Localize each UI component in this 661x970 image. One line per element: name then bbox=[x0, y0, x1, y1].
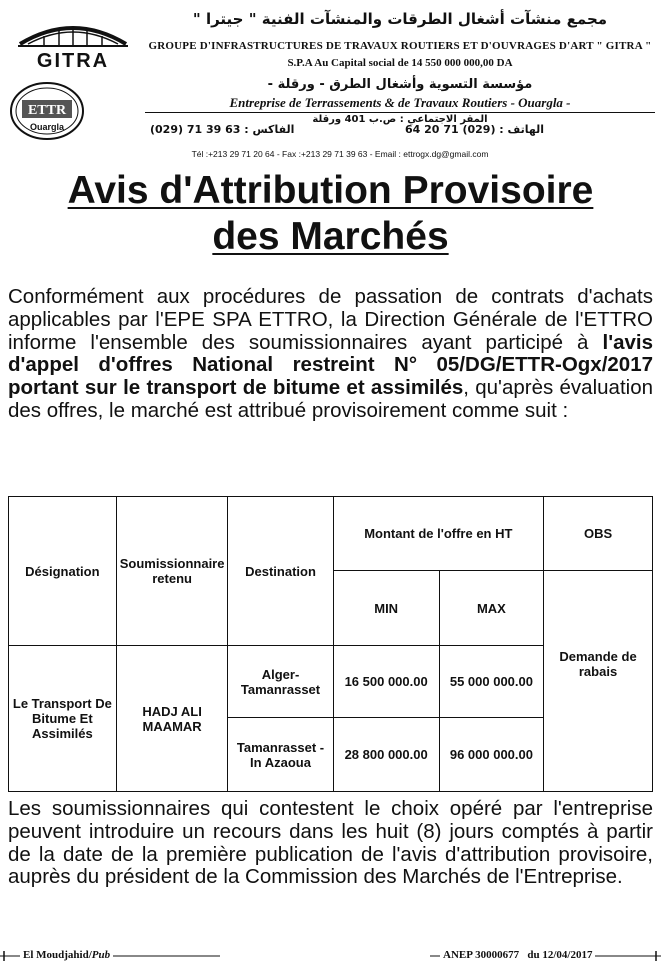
publication-date: du 12/04/2017 bbox=[527, 949, 593, 961]
company-name: Entreprise de Terrassements & de Travaux Routiers - Ouargla - bbox=[229, 95, 571, 110]
group-name-arabic: مجمع منشآت أشغال الطرقات والمنشآت الفنية " جيترا " bbox=[192, 10, 608, 28]
max-cell: 55 000 000.00 bbox=[439, 646, 543, 718]
ettr-logo-city: Ouargla bbox=[29, 122, 65, 132]
contact-line: Tél :+213 29 71 20 64 - Fax :+213 29 71 39 63 - Email : ettrogx.dg@gmail.com bbox=[191, 149, 489, 159]
obs-cell bbox=[544, 571, 653, 792]
closing-paragraph: Les soumissionnaires qui contestent le choix opéré par l'entreprise peuvent introduire un recours dans les huit (8) jours comptés à partir de la date de la première publication de l'avis d'attribution provisoire, auprès du président de la Commission des Marchés de l'Entreprise. bbox=[8, 797, 653, 889]
obs-text: Demande de rabais bbox=[559, 649, 637, 679]
header-montant: Montant de l'offre en HT bbox=[333, 497, 544, 571]
phone-number: الهاتف : (029) 71 20 64 bbox=[405, 123, 545, 136]
soumissionnaire-cell: HADJ ALI MAAMAR bbox=[116, 646, 228, 792]
ettr-logo-text: ETTR bbox=[27, 103, 67, 118]
header-designation: Désignation bbox=[9, 497, 117, 646]
pub-label: Pub bbox=[91, 949, 111, 961]
min-cell: 28 800 000.00 bbox=[333, 718, 439, 792]
newspaper-name: El Moudjahid/ bbox=[23, 949, 92, 961]
intro-text-end: , qu'après évaluation des offres, le marché est attribué provisoirement comme suit : bbox=[8, 376, 653, 422]
anep-number: ANEP 30000677 bbox=[443, 949, 520, 961]
tender-reference: l'avis d'appel d'offres National restreint N° 05/DG/ETTR-Ogx/2017 portant sur le transport de bitume et assimilés bbox=[8, 330, 653, 400]
page-title bbox=[0, 168, 661, 260]
title-line-1: Avis d'Attribution Provisoire bbox=[67, 169, 594, 212]
destination-cell: Alger-Tamanrasset bbox=[228, 646, 333, 718]
footer-newspaper bbox=[0, 949, 220, 963]
intro-paragraph bbox=[8, 286, 653, 423]
header-min: MIN bbox=[333, 571, 439, 646]
fax-number: (029) 71 39 63 : الفاكس bbox=[150, 123, 295, 136]
company-address-arabic: المقر الاجتماعي : ص.ب 401 ورقلة bbox=[312, 114, 488, 125]
header-obs: OBS bbox=[544, 497, 653, 571]
header-max: MAX bbox=[439, 571, 543, 646]
designation-cell: Le Transport De Bitume Et Assimilés bbox=[9, 646, 117, 792]
header-soumissionnaire: Soumissionnaire retenu bbox=[116, 497, 228, 646]
gitra-logo-text: GITRA bbox=[36, 50, 110, 72]
gitra-logo bbox=[14, 14, 132, 72]
capital-line: S.P.A Au Capital social de 14 550 000 000,00 DA bbox=[287, 57, 513, 69]
destination-cell: Tamanrasset - In Azaoua bbox=[228, 718, 333, 792]
footer-reference bbox=[430, 949, 661, 963]
header-destination: Destination bbox=[228, 497, 333, 646]
title-line-2: des Marchés bbox=[212, 215, 449, 258]
intro-text-start: Conformément aux procédures de passation de contrats d'achats applicables par l'EPE SPA ETTRO, la Direction Générale de l'ETTRO informe l'ensemble des soumissionnaires ayant participé à bbox=[8, 285, 653, 354]
group-name: GROUPE D'INFRASTRUCTURES DE TRAVAUX ROUTIERS ET D'OUVRAGES D'ART " GITRA " bbox=[148, 40, 652, 52]
max-cell: 96 000 000.00 bbox=[439, 718, 543, 792]
min-cell: 16 500 000.00 bbox=[333, 646, 439, 718]
ettr-logo bbox=[8, 80, 86, 142]
award-table bbox=[8, 496, 653, 792]
company-name-arabic: مؤسسة التسوية وأشغال الطرق - ورقلة - bbox=[267, 77, 533, 92]
header-divider bbox=[145, 112, 655, 113]
